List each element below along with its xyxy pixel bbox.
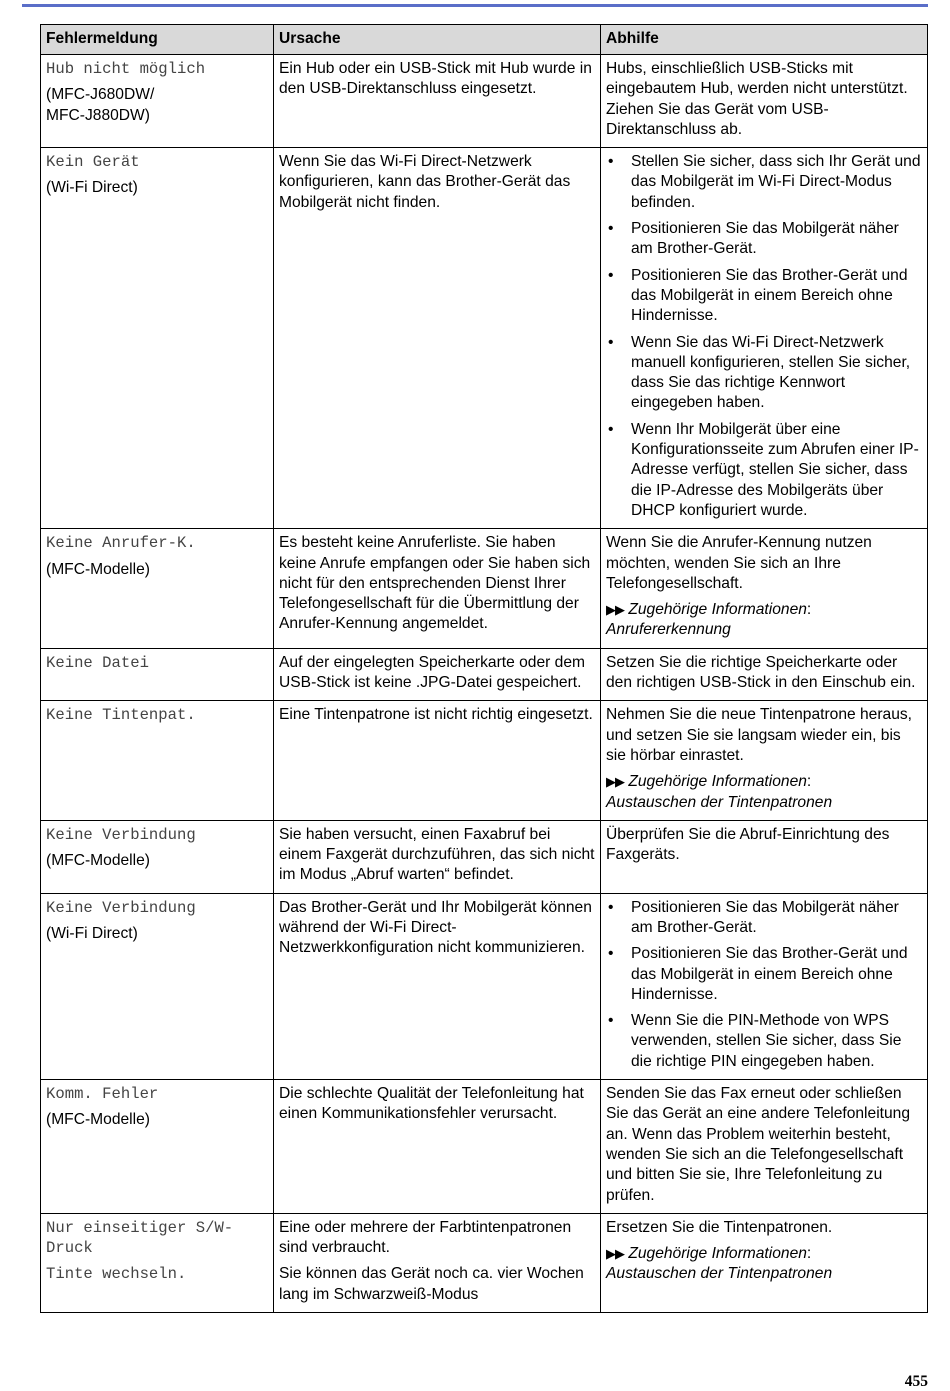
double-arrow-icon: ▶▶: [606, 602, 624, 618]
related-info-target[interactable]: Austauschen der Tintenpatronen: [606, 1265, 833, 1283]
related-info-label: Zugehörige Informationen: [628, 601, 807, 619]
remedy-text: Ersetzen Sie die Tintenpatronen.: [606, 1218, 833, 1236]
table-row: [41, 648, 928, 701]
related-info-colon: :: [806, 1245, 812, 1263]
remedy-text: Hubs, einschließlich USB-Sticks mit eingebautem Hub, werden nicht unterstützt. Ziehen Sie das Gerät vom USB-Direktanschluss ab.: [606, 60, 908, 138]
cause-cell: [274, 648, 601, 701]
related-info-target[interactable]: Austauschen der Tintenpatronen: [606, 793, 833, 811]
header-fehlermeldung: Fehlermeldung: [41, 25, 274, 55]
cause-cell: [274, 1080, 601, 1214]
table-row: [41, 55, 928, 148]
header-ursache: Ursache: [274, 25, 601, 55]
error-message-text: Komm. Fehler: [46, 1085, 159, 1104]
table-row: [41, 701, 928, 820]
remedy-cell: [601, 1213, 928, 1312]
error-message-text: Keine Datei: [46, 653, 149, 672]
remedy-cell: [601, 55, 928, 148]
cause-text: Sie können das Gerät noch ca. vier Wochen lang im Schwarzweiß-Modus: [279, 1265, 584, 1303]
related-info-label: Zugehörige Informationen: [628, 1245, 807, 1263]
cause-text: Wenn Sie das Wi-Fi Direct-Netzwerk konfigurieren, kann das Brother-Gerät das Mobilgerät nicht finden.: [279, 153, 571, 211]
remedy-list-item: • Stellen Sie sicher, dass sich Ihr Gerät und das Mobilgerät im Wi-Fi Direct-Modus befinden.: [606, 152, 922, 213]
table-row: [41, 1213, 928, 1312]
error-message-cell: [41, 148, 274, 529]
cause-cell: [274, 701, 601, 820]
error-message-text: Nur einseitiger S/W-Druck: [46, 1218, 234, 1258]
error-message-text-2: Tinte wechseln.: [46, 1265, 187, 1284]
remedy-list: [606, 152, 922, 521]
cause-text: Eine oder mehrere der Farbtintenpatronen sind verbraucht.: [279, 1218, 572, 1257]
cause-text: Das Brother-Gerät und Ihr Mobilgerät können während der Wi-Fi Direct-Netzwerkkonfiguration nicht kommunizieren.: [279, 898, 592, 957]
remedy-list: [606, 898, 922, 1072]
cause-cell: [274, 893, 601, 1079]
related-info-link[interactable]: [606, 772, 922, 813]
remedy-list-item: • Positionieren Sie das Mobilgerät näher am Brother-Gerät.: [606, 898, 922, 939]
table-row: [41, 1080, 928, 1214]
cause-cell: [274, 820, 601, 893]
model-note: (MFC-Modelle): [46, 852, 150, 870]
related-info-colon: :: [806, 601, 812, 619]
table-header-row: [41, 25, 928, 55]
cause-text: Eine Tintenpatrone ist nicht richtig eingesetzt.: [279, 706, 593, 724]
remedy-cell: [601, 893, 928, 1079]
remedy-text: Senden Sie das Fax erneut oder schließen Sie das Gerät an eine andere Telefonleitung an. Wenn das Problem weiterhin besteht, wenden Sie sich an die Telefongesellschaft und bitten Sie sie, Ihre Telefonleitung zu prüfen.: [606, 1085, 911, 1204]
model-note: (MFC-Modelle): [46, 1111, 150, 1129]
error-message-cell: [41, 529, 274, 648]
table-row: [41, 148, 928, 529]
remedy-text: Nehmen Sie die neue Tintenpatrone heraus, und setzen Sie sie langsam wieder ein, bis sie hörbar einrastet.: [606, 706, 913, 764]
error-message-cell: [41, 701, 274, 820]
error-message-cell: [41, 820, 274, 893]
error-message-cell: [41, 55, 274, 148]
error-message-text: Keine Tintenpat.: [46, 706, 196, 725]
remedy-cell: [601, 529, 928, 648]
error-message-cell: [41, 1213, 274, 1312]
cause-text: Ein Hub oder ein USB-Stick mit Hub wurde in den USB-Direktanschluss eingesetzt.: [279, 60, 592, 98]
double-arrow-icon: ▶▶: [606, 1246, 624, 1262]
table-row: [41, 820, 928, 893]
table-row: [41, 529, 928, 648]
remedy-cell: [601, 1080, 928, 1214]
remedy-text: Überprüfen Sie die Abruf-Einrichtung des Faxgeräts.: [606, 825, 890, 864]
remedy-list-item: • Positionieren Sie das Brother-Gerät und das Mobilgerät in einem Bereich ohne Hindernisse.: [606, 944, 922, 1005]
error-message-text: Keine Anrufer-K.: [46, 534, 196, 553]
table-row: [41, 893, 928, 1079]
related-info-label: Zugehörige Informationen: [628, 773, 807, 791]
double-arrow-icon: ▶▶: [606, 774, 624, 790]
related-info-link[interactable]: [606, 600, 922, 641]
error-message-cell: [41, 893, 274, 1079]
model-note: (MFC-J680DW/ MFC-J880DW): [46, 86, 155, 124]
remedy-list-item: • Wenn Ihr Mobilgerät über eine Konfigurationsseite zum Abrufen einer IP-Adresse verfügt, stellen Sie sicher, dass die IP-Adresse des Mobilgeräts über DHCP konfiguriert wurde.: [606, 420, 922, 521]
page-number: 455: [904, 1373, 928, 1390]
error-message-cell: [41, 1080, 274, 1214]
related-info-link[interactable]: [606, 1244, 922, 1285]
remedy-list-item: • Positionieren Sie das Brother-Gerät und das Mobilgerät in einem Bereich ohne Hindernisse.: [606, 266, 922, 327]
remedy-list-item: • Wenn Sie das Wi-Fi Direct-Netzwerk manuell konfigurieren, stellen Sie sicher, dass Sie das richtige Kennwort eingegeben haben.: [606, 333, 922, 414]
cause-text: Sie haben versucht, einen Faxabruf bei einem Faxgerät durchzuführen, das sich nicht im Modus „Abruf warten“ befindet.: [279, 825, 595, 884]
header-abhilfe: Abhilfe: [601, 25, 928, 55]
error-message-text: Keine Verbindung: [46, 898, 196, 917]
remedy-text: Setzen Sie die richtige Speicherkarte oder den richtigen USB-Stick in den Einschub ein.: [606, 653, 916, 692]
cause-text: Es besteht keine Anruferliste. Sie haben keine Anrufe empfangen oder Sie haben sich nicht für den entsprechenden Dienst Ihrer Telefongesellschaft für die Übermittlung der Anrufer-Kennung angemeldet.: [279, 534, 591, 633]
top-rule: [22, 4, 928, 7]
cause-cell: [274, 55, 601, 148]
remedy-list-item: • Wenn Sie die PIN-Methode von WPS verwenden, stellen Sie sicher, dass Sie die richtige PIN eingegeben haben.: [606, 1011, 922, 1072]
cause-cell: [274, 148, 601, 529]
cause-cell: [274, 529, 601, 648]
model-note: (Wi-Fi Direct): [46, 179, 138, 197]
cause-text: Auf der eingelegten Speicherkarte oder dem USB-Stick ist keine .JPG-Datei gespeichert.: [279, 653, 586, 692]
related-info-colon: :: [806, 773, 812, 791]
remedy-cell: [601, 148, 928, 529]
cause-text: Die schlechte Qualität der Telefonleitung hat einen Kommunikationsfehler verursacht.: [279, 1085, 584, 1123]
error-message-text: Hub nicht möglich: [46, 60, 206, 78]
error-message-text: Keine Verbindung: [46, 825, 196, 844]
error-message-cell: [41, 648, 274, 701]
remedy-cell: [601, 648, 928, 701]
error-message-text: Kein Gerät: [46, 153, 140, 172]
remedy-cell: [601, 701, 928, 820]
model-note: (MFC-Modelle): [46, 560, 150, 578]
related-info-target[interactable]: Anrufererkennung: [606, 621, 731, 639]
model-note: (Wi-Fi Direct): [46, 924, 138, 942]
remedy-cell: [601, 820, 928, 893]
remedy-text: Wenn Sie die Anrufer-Kennung nutzen möchten, wenden Sie sich an Ihre Telefongesellschaft.: [606, 534, 872, 592]
remedy-list-item: • Positionieren Sie das Mobilgerät näher am Brother-Gerät.: [606, 219, 922, 260]
error-message-table: [40, 24, 928, 1313]
cause-cell: [274, 1213, 601, 1312]
